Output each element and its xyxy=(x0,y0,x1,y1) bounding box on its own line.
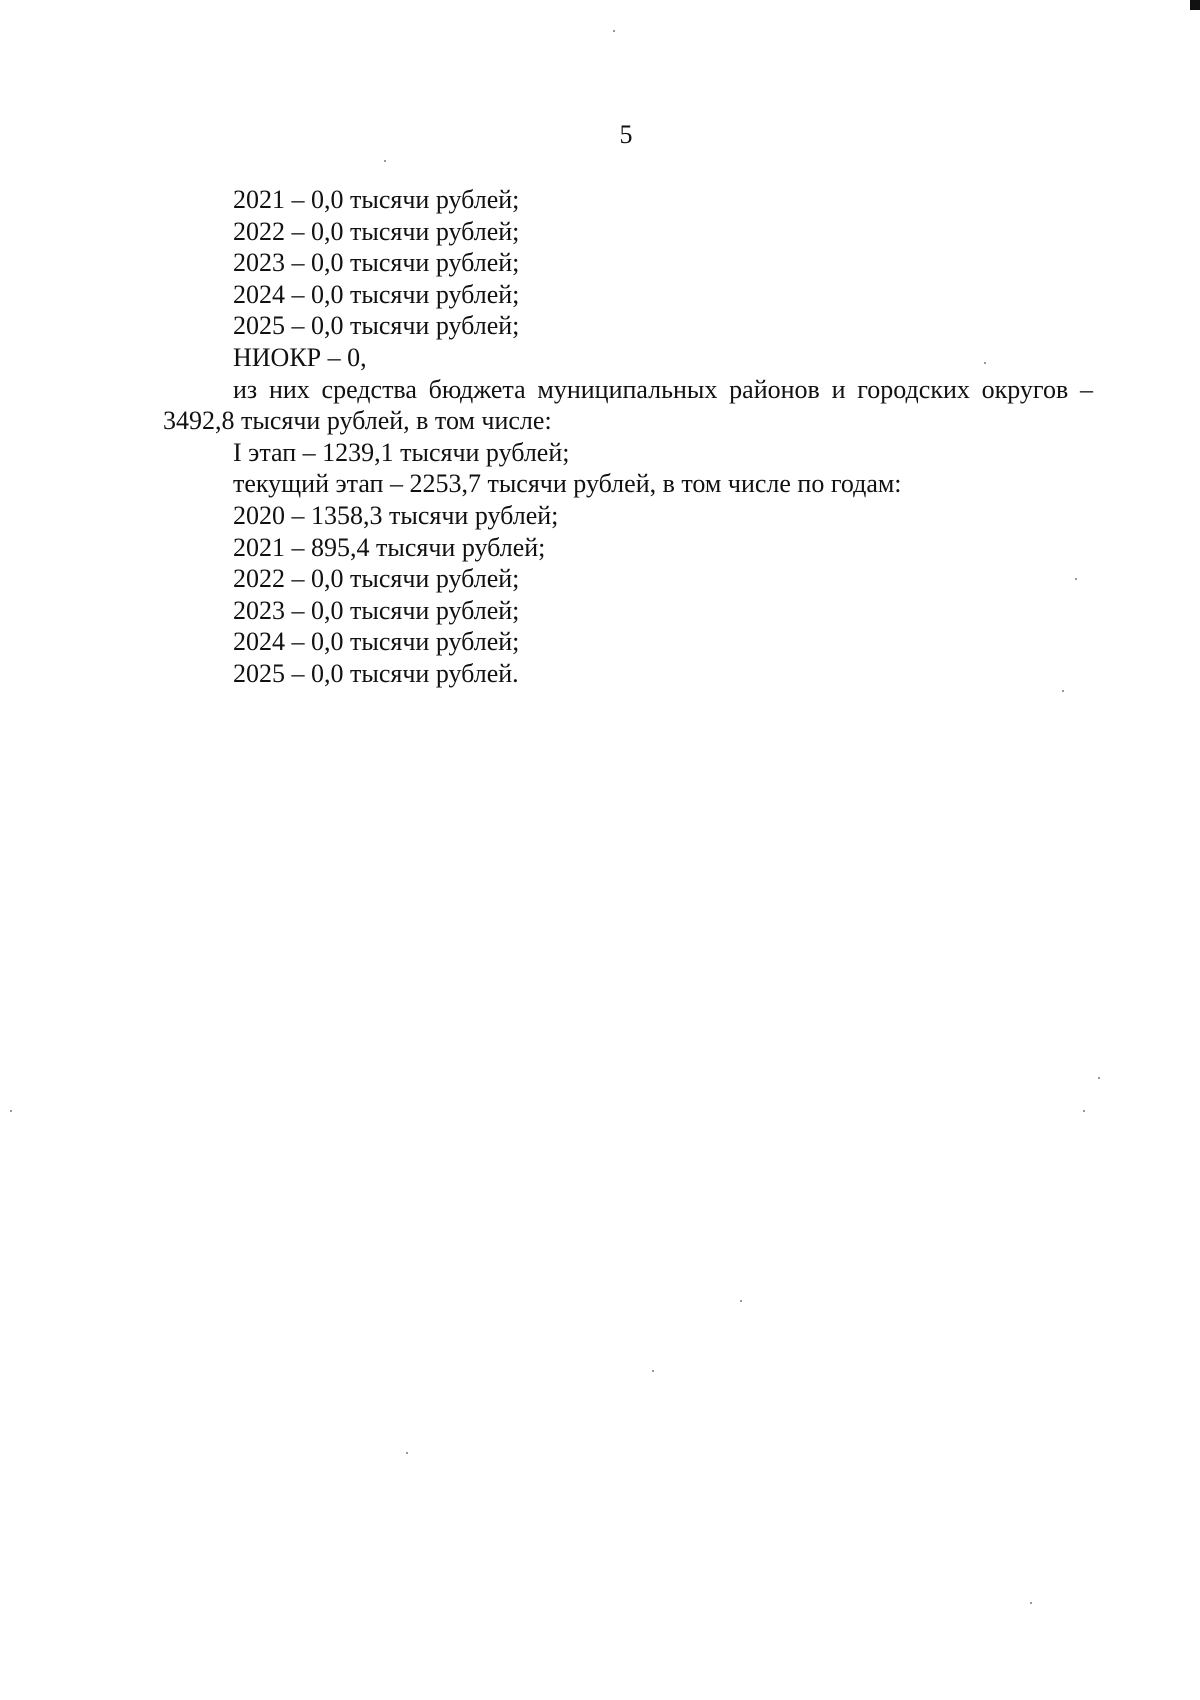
text-line: 2022 – 0,0 тысячи рублей; xyxy=(233,564,520,594)
text-line: из них средства бюджета муниципальных районов и городских округов – xyxy=(233,374,1093,404)
text-line: 2021 – 0,0 тысячи рублей; xyxy=(233,185,520,214)
text-line: 2025 – 0,0 тысячи рублей. xyxy=(233,658,519,688)
scan-speck xyxy=(384,160,386,162)
scan-speck xyxy=(652,1370,654,1372)
scan-edge-mark xyxy=(1190,0,1200,10)
scan-speck xyxy=(1062,690,1064,692)
text-line: 2024 – 0,0 тысячи рублей; xyxy=(233,279,520,309)
text-line: 2023 – 0,0 тысячи рублей; xyxy=(233,595,520,625)
scan-speck xyxy=(1083,1110,1085,1112)
text-line: 2025 – 0,0 тысячи рублей; xyxy=(233,311,520,341)
text-line: НИОКР – 0, xyxy=(233,342,367,372)
scan-speck xyxy=(406,1452,408,1454)
text-line: 2024 – 0,0 тысячи рублей; xyxy=(233,627,520,657)
text-line: I этап – 1239,1 тысячи рублей; xyxy=(233,437,570,467)
scan-speck xyxy=(1098,1077,1100,1079)
scan-speck xyxy=(984,362,986,364)
scan-speck xyxy=(1030,1602,1032,1604)
text-line: 2022 – 0,0 тысячи рублей; xyxy=(233,216,520,246)
document-body xyxy=(163,184,1093,690)
scan-speck xyxy=(740,1300,742,1302)
scan-speck xyxy=(10,1110,12,1112)
page-number: 5 xyxy=(619,120,633,149)
text-line: текущий этап – 2253,7 тысячи рублей, в том числе по годам: xyxy=(233,469,902,499)
text-line: 2020 – 1358,3 тысячи рублей; xyxy=(233,500,559,530)
scan-speck xyxy=(613,30,615,32)
text-line: 2021 – 895,4 тысячи рублей; xyxy=(233,532,546,562)
text-line: 3492,8 тысячи рублей, в том числе: xyxy=(163,406,552,436)
scan-speck xyxy=(1075,578,1077,580)
text-line: 2023 – 0,0 тысячи рублей; xyxy=(233,248,520,278)
